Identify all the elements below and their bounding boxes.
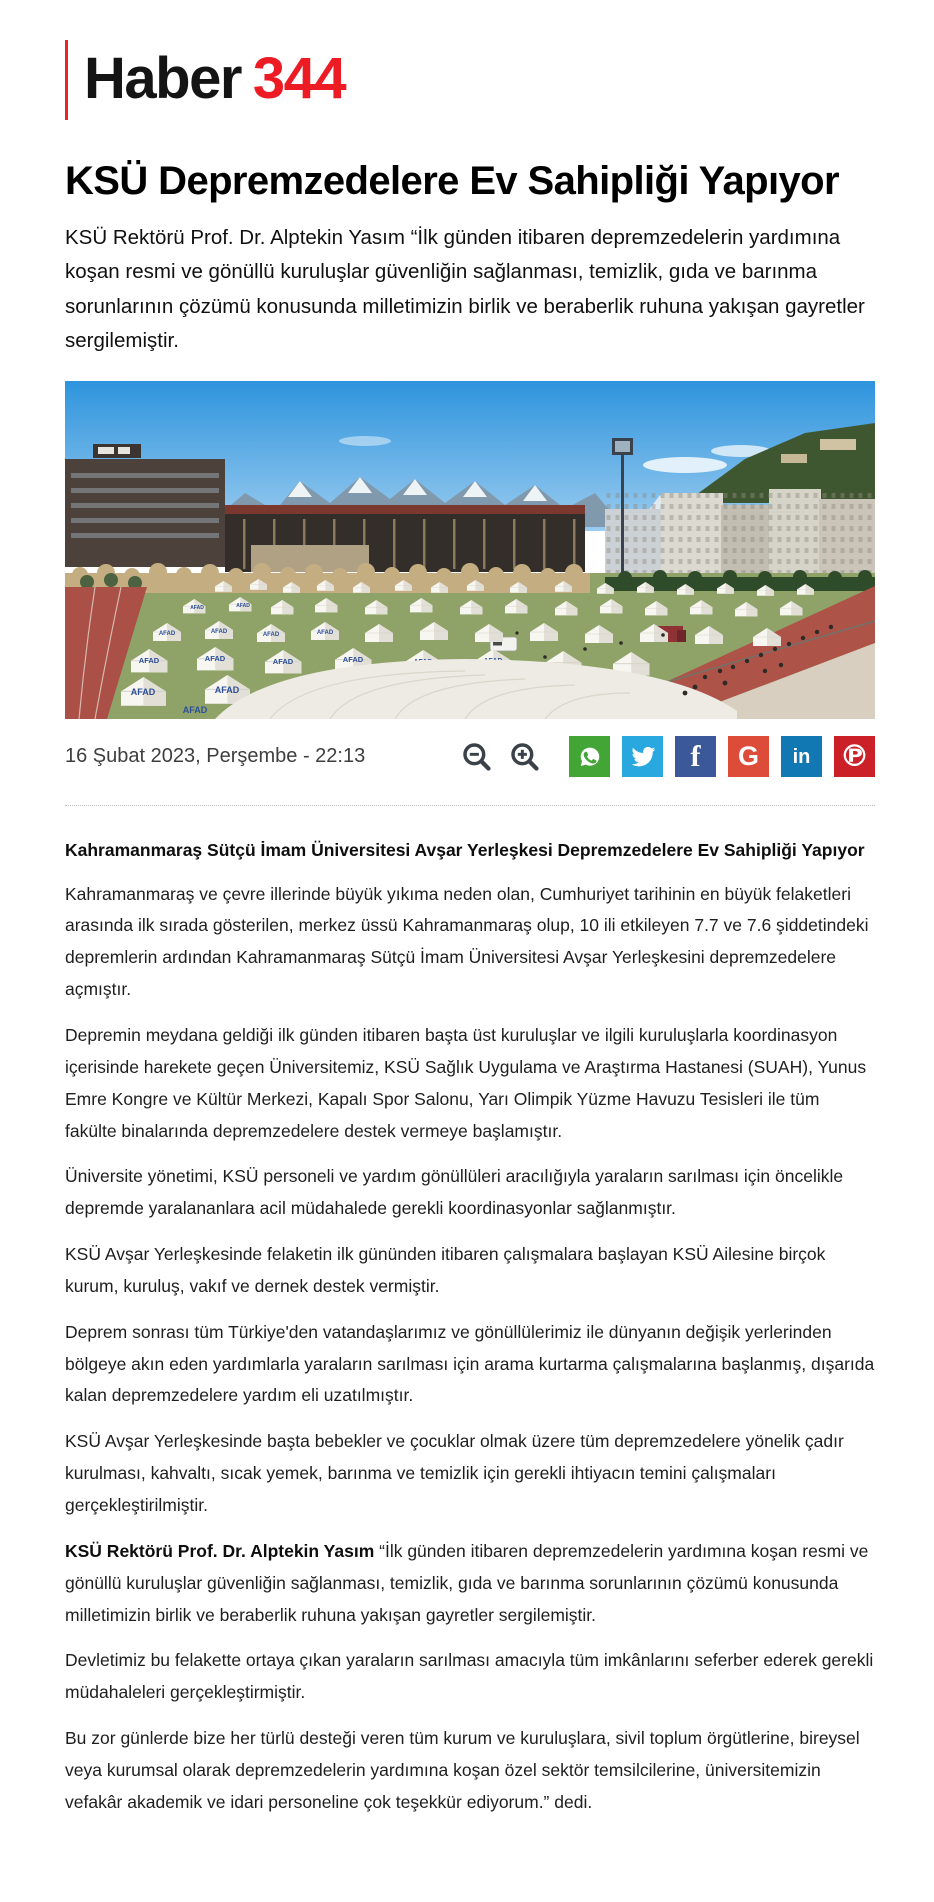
pinterest-icon: ℗ — [839, 738, 870, 774]
share-linkedin-button[interactable] — [781, 736, 822, 777]
article-paragraph: Kahramanmaraş ve çevre illerinde büyük yıkıma neden olan, Cumhuriyet tarihinin en büyük felaketleri arasında ilk sırada gösterilen, merkez üssü Kahramanmaraş olup, 10 ili etkileyen 7.7 ve 7.6 şiddetindeki depremlerin ardından Kahramanmaraş Sütçü İmam Üniversitesi Avşar Yerleşkesini depremzedelere açmıştır. — [65, 883, 869, 1000]
afad-tent-label: AFAD — [272, 656, 294, 666]
afad-tent-label: AFAD — [210, 628, 228, 635]
afad-tent-label: AFAD — [204, 653, 226, 663]
afad-tent-label: AFAD — [182, 704, 208, 715]
article-paragraph: Üniversite yönetimi, KSÜ personeli ve yardım gönüllüleri aracılığıyla yaraların sarılması için öncelikle depremde yaralananlara acil müdahalede gerekli koordinasyonlar sağlanmıştır. — [65, 1166, 844, 1219]
article-hero-image — [65, 381, 875, 719]
section-divider — [65, 805, 875, 806]
afad-tent-label: AFAD — [158, 630, 176, 637]
share-google-button[interactable] — [728, 736, 769, 777]
share-whatsapp-button[interactable] — [569, 736, 610, 777]
quote-speaker: KSÜ Rektörü Prof. Dr. Alptekin Yasım — [65, 1540, 375, 1561]
share-toolbar — [459, 736, 875, 777]
facebook-icon: f — [690, 739, 701, 773]
article-paragraph: KSÜ Avşar Yerleşkesinde felaketin ilk gününden itibaren çalışmalara başlayan KSÜ Ailesine birçok kurum, kuruluş, vakıf ve dernek destek vermiştir. — [65, 1244, 826, 1296]
afad-tent-label: AFAD — [262, 631, 280, 638]
article-subheading: Kahramanmaraş Sütçü İmam Üniversitesi Avşar Yerleşkesi Depremzedelere Ev Sahipliği Yapıyor — [65, 839, 865, 860]
afad-tent-label: AFAD — [138, 655, 160, 665]
site-logo-text-accent: 344 — [252, 46, 346, 111]
publish-date: 16 Şubat 2023, Perşembe - 22:13 — [65, 745, 366, 768]
article-paragraph: Bu zor günlerde bize her türlü desteği veren tüm kurum ve kuruluşlara, sivil toplum örgütlerine, bireysel veya kurumsal olarak depremzedelerin yardımına koşan özel sektör temsilcilerine, üniversitemizin vefakâr akademik ve idari personeline çok teşekkür ediyorum.” dedi. — [65, 1728, 860, 1812]
font-zoom-in-button[interactable] — [507, 739, 543, 775]
linkedin-icon: in — [792, 745, 811, 768]
share-facebook-button[interactable] — [675, 736, 716, 777]
afad-tent-label: AFAD — [214, 684, 240, 695]
article-meta-row — [65, 735, 875, 779]
afad-tent-label: AFAD — [316, 629, 334, 636]
afad-tent-label: AFAD — [130, 686, 156, 697]
site-logo-text-primary: Haber — [84, 46, 241, 111]
article-title: KSÜ Depremzedelere Ev Sahipliği Yapıyor — [65, 159, 839, 203]
share-twitter-button[interactable] — [622, 736, 663, 777]
photo-city-buildings — [605, 489, 875, 573]
article-paragraph: Deprem sonrası tüm Türkiye'den vatandaşlarımız ve gönüllülerimiz ile dünyanın değişik yerlerinden bölgeye akın eden yardımlarla yaraların sarılması için arama kurtarma çalışmalarına başlanmış, dışarıda kalan depremzedelere yardım eli uzatılmıştır. — [65, 1321, 875, 1406]
magnifier-plus-icon — [509, 741, 541, 773]
article-body — [65, 832, 875, 1873]
magnifier-minus-icon — [461, 741, 493, 773]
font-zoom-out-button[interactable] — [459, 739, 495, 775]
google-icon: G — [737, 741, 759, 772]
photo-left-building — [65, 444, 225, 567]
article-paragraph: Devletimiz bu felakette ortaya çıkan yaraların sarılması amacıyla tüm imkânlarını seferber ederek gerekli müdahaleleri gerçekleştirmiştir. — [65, 1650, 874, 1703]
site-logo[interactable] — [65, 40, 345, 120]
afad-tent-label: AFAD — [342, 654, 364, 664]
site-logo-text — [84, 46, 345, 111]
whatsapp-icon — [577, 744, 603, 770]
site-header — [65, 0, 875, 120]
quote-text: “İlk günden itibaren depremzedelerin yardımına koşan resmi ve gönüllü kuruluşlar güvenliğin sağlanması, temizlik, gıda ve barınma sorunlarının çözümü konusunda milletimizin birlik ve beraberlik ruhuna yakışan gayretler sergilemiştir. — [65, 1540, 869, 1625]
article-lead: KSÜ Rektörü Prof. Dr. Alptekin Yasım “İlk günden itibaren depremzedelerin yardımına koşan resmi ve gönüllü kuruluşlar güvenliğin sağlanması, temizlik, gıda ve barınma sorunlarının çözümü konusunda milletimizin birlik ve beraberlik ruhuna yakışan gayretler sergilemiştir. — [65, 225, 865, 353]
article-quote-paragraph — [65, 1536, 875, 1632]
afad-tent-label: AFAD — [190, 604, 204, 611]
photo-center-building — [225, 505, 585, 572]
article — [65, 156, 875, 1873]
hero-photo — [65, 381, 875, 719]
article-paragraph: KSÜ Avşar Yerleşkesinde başta bebekler ve çocuklar olmak üzere tüm depremzedelere yönelik çadır kurulması, kahvaltı, sıcak yemek, barınma ve temizlik için gerekli ihtiyacın temini çalışmaları gerçekleştirilmiştir. — [65, 1431, 844, 1515]
twitter-bird-icon — [630, 744, 656, 770]
article-page — [65, 0, 875, 1873]
share-pinterest-button[interactable] — [834, 736, 875, 777]
article-paragraph: Depremin meydana geldiği ilk günden itibaren başta üst kuruluşlar ve ilgili kuruluşlarla koordinasyon içerisinde harekete geçen Üniversitemiz, KSÜ Sağlık Uygulama ve Araştırma Hastanesi (SUAH), Yunus Emre Kongre ve Kültür Merkezi, Kapalı Spor Salonu, Yarı Olimpik Yüzme Havuzu Tesisleri ile tüm fakülte binalarında depremzedelere destek vermeye başlamıştır. — [65, 1025, 867, 1141]
afad-tent-label: AFAD — [236, 602, 250, 609]
